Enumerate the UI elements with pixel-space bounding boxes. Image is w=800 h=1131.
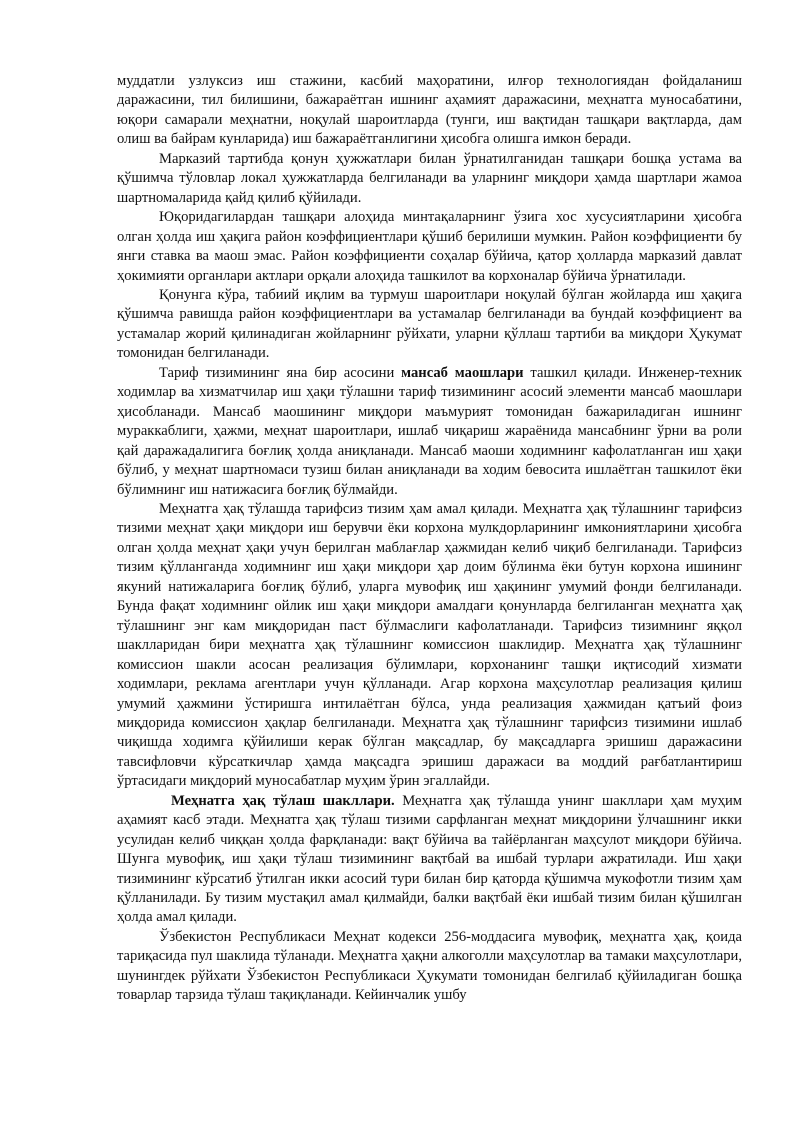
paragraph-local-allowances: Марказий тартибда қонун ҳужжатлари билан ўрнатилганидан ташқари бошқа устама ва қўшимча тўловлар локал ҳужжатларда белгиланади ва уларнинг миқдори ҳамда шартлари жамоа шартномаларида қайд қилиб қўйилади.: [117, 150, 742, 206]
term-position-salaries: мансаб маошлари: [401, 364, 524, 381]
paragraph-non-tariff-system: Меҳнатга ҳақ тўлашда тарифсиз тизим ҳам амал қилади. Меҳнатга ҳақ тўлашнинг тарифсиз тизими меҳнат ҳақи миқдори иш берувчи ёки корхона мулкдорларининг имкониятларини ҳисобга олган ҳолда меҳнат ҳақи учун берилган маблағлар ҳажмидан келиб чиқиб белгиланади. Тарифсиз тизим қўлланганда ходимнинг иш ҳақи миқдори ҳар доим бўлинма ёки бутун корхона ишининг якуний натижаларига боғлиқ бўлиб, уларга мувофиқ иш ҳақининг умумий фонди белгиланади. Бунда фақат ходимнинг ойлик иш ҳақи миқдори амалдаги қонунларда белгиланган меҳнатга ҳақ тўлашнинг энг кам миқдоридан паст бўлмаслиги кафолатланади. Тарифсиз тизимнинг яққол шаклларидан бири меҳнатга ҳақ тўлашнинг комиссион шаклидир. Меҳнатга ҳақ тўлашнинг комиссион шакли асосан реализация бўлимлари, корхонанинг ташқи иқтисодий хизмати ходимлари, реклама агентлари учун қўлланади. Агар корхона маҳсулотлар реализация қилиш умумий ҳажмини ўстиришга интилаётган бўлса, унда реализация ҳажмидан қатъий фоиз миқдорида комиссион ҳақлар белгиланади. Меҳнатга ҳақ тўлашнинг тарифсиз тизимини ишлаб чиқишда ходимга қўйилиши керак бўлган мақсадлар, бу мақсадларга эришиш даражасини тавсифловчи кўрсаткичлар ҳамда мақсадга эришиш даражаси ва моддий рағбатлантириш ўртасидаги миқдорий муносабатлар муҳим ўрин эгаллайди.: [117, 500, 742, 790]
paragraph-text-lead: Тариф тизимининг яна бир асосини: [159, 364, 402, 381]
paragraph-payment-forms: [117, 792, 742, 928]
term-payment-forms: Меҳнатга ҳақ тўлаш шакллари.: [171, 792, 395, 809]
paragraph-labor-code: Ўзбекистон Республикаси Меҳнат кодекси 256-моддасига мувофиқ, меҳнатга ҳақ, қоида тариқасида пул шаклида тўланади. Меҳнатга ҳақни алкоголли маҳсулотлар ва тамаки маҳсулотлари, шунингдек рўйхати Ўзбекистон Республикаси Ҳукумати томонидан белгилаб қўйиладиган бошқа товарлар тарзида тўлаш тақиқланади. Кейинчалик ушбу: [117, 928, 742, 1004]
paragraph-text-rest: Меҳнатга ҳақ тўлашда унинг шакллари ҳам муҳим аҳамият касб этади. Меҳнатга ҳақ тўлаш тизими сарфланган меҳнат миқдорини ўлчашнинг икки усулидан келиб чиққан ҳолда фарқланади: вақт бўйича ва тайёрланган маҳсулот миқдори бўйича. Шунга мувофиқ, иш ҳақи тўлаш тизимининг вақтбай ва ишбай турлари ажратилади. Иш ҳақи тизимининг кўрсатиб ўтилган икки асосий тури билан бир қаторда қўшимча мукофотли тизим ҳам қўлланилади. Бу тизим мустақил амал қилмайди, балки вақтбай ёки ишбай тизим билан қўшилган ҳолда амал қилади.: [117, 792, 742, 926]
paragraph-position-salaries: [117, 364, 742, 500]
paragraph-regional-coefficients: Юқоридагилардан ташқари алоҳида минтақаларнинг ўзига хос хусусиятларини ҳисобга олган ҳолда иш ҳақига район коэффициентлари қўшиб берилиши мумкин. Район коэффициенти бу янги ставка ва маош эмас. Район коэффициенти соҳалар бўйича, қатор ҳолларда марказий давлат ҳокимияти органлари актлари орқали алоҳида ташкилот ва корхоналар бўйича ўрнатилади.: [117, 209, 742, 284]
paragraph-climate-conditions: Қонунга кўра, табиий иқлим ва турмуш шароитлари ноқулай бўлган жойларда иш ҳақига қўшимча равишда район коэффициентлари ва устамалар белгиланади ва бундай коэффициент ва устамалар жорий қилинадиган жойларнинг рўйхати, уларни қўллаш тартиби ва миқдори Ҳукумат томонидан белгиланади.: [117, 286, 742, 362]
paragraph-continuation: муддатли узлуксиз иш стажини, касбий маҳоратини, илғор технологиядан фойдаланиш даражасини, тил билишини, бажараётган ишнинг аҳамият даражасини, меҳнатга муносабатини, юқори самарали меҳнатни, ноқулай шароитларда (тунги, иш вақтидан ташқари вақтларда, дам олиш ва байрам кунларида) иш бажараётганлигини ҳисобга олишга имкон беради.: [117, 73, 742, 148]
document-page: [117, 72, 742, 1006]
paragraph-text-rest: ташкил қилади. Инженер-техник ходимлар ва хизматчилар иш ҳақи тўлашни тариф тизимининг асосий элементи мансаб маошлари ҳисобланади. Мансаб маошининг миқдори маъмурият томонидан бажариладиган ишнинг мураккаблиги, ҳажми, меҳнат шароитлари, ишлаб чиқариш жараёнида мансабнинг ўрни ва роли қай даражадалигига боғлиқ ҳолда аниқланади. Мансаб маоши ходимнинг кафолатланган иш ҳақи бўлиб, у меҳнат шартномаси тузиш билан аниқланади ва ходим бевосита ишлаётган ташкилот ёки бўлимнинг иш натижасига боғлиқ бўлмайди.: [117, 364, 742, 498]
